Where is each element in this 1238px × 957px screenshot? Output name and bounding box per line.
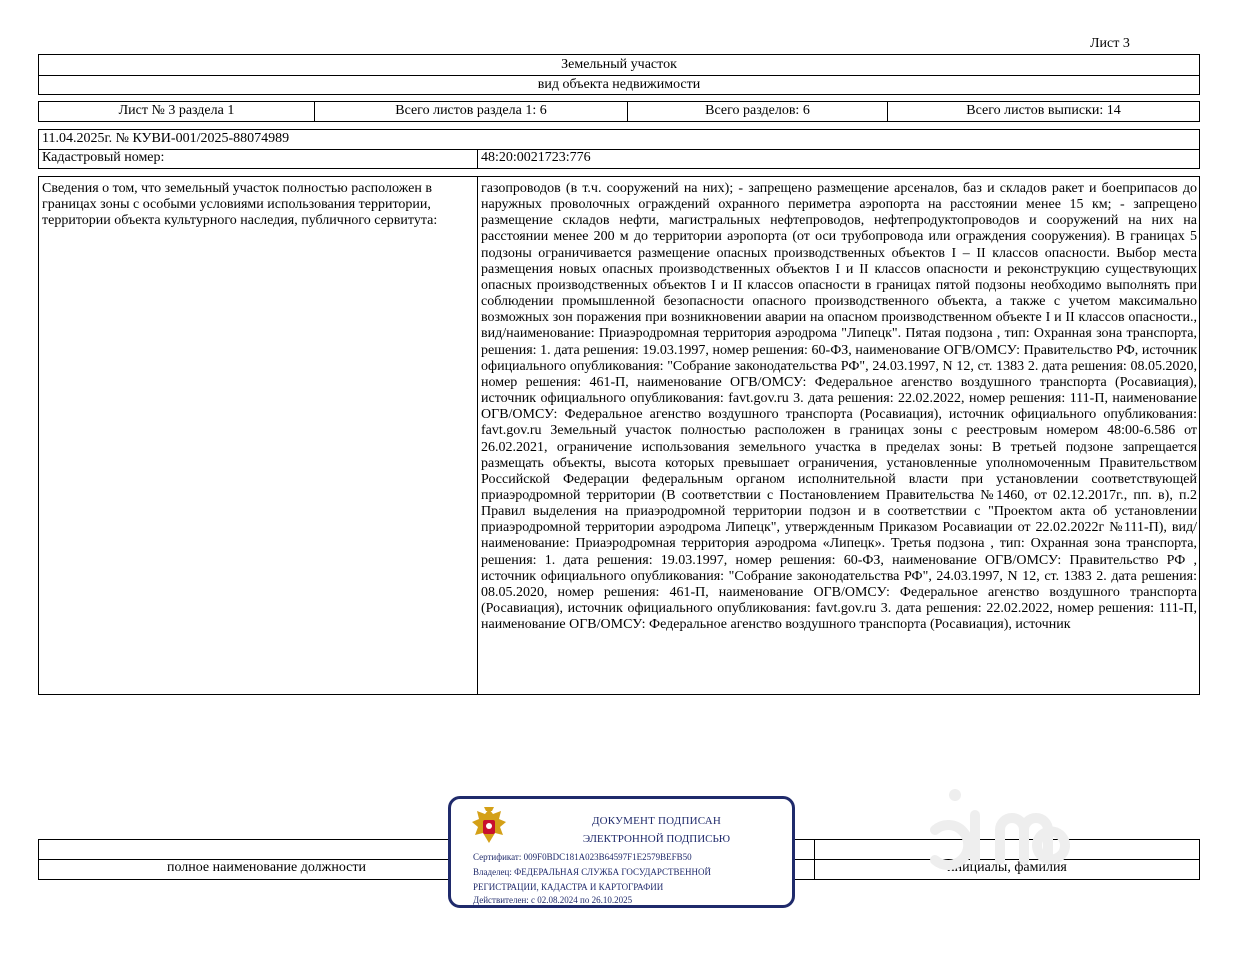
stamp-owner-line1: Владелец: ФЕДЕРАЛЬНАЯ СЛУЖБА ГОСУДАРСТВЕННОЙ (473, 867, 712, 877)
stamp-validity: Действителен: с 02.08.2024 по 26.10.2025 (473, 895, 633, 905)
name-label: инициалы, фамилия (814, 859, 1199, 879)
sheet-counts-row (38, 101, 1200, 122)
total-sections: Всего разделов: 6 (627, 102, 887, 121)
coat-of-arms-icon (469, 805, 509, 849)
zone-info-text: газопроводов (в т.ч. сооружений на них); - запрещено размещение арсеналов, баз и складов ракет и боеприпасов до наружных проволочных ограждений охранного периметра аэропорта на расстоянии менее 15 км; - запрещено размещение складов нефти, магистральных нефтепроводов, нефтепродуктопроводов и сооружений на них на расстоянии менее 200 м до территории аэропорта (от оси трубопровода или ограждения сооружения). В границах 5 подзоны ограничивается размещение опасных производственных объектов I – II классов опасности. Выбор места размещения новых опасных производственных объектов I и II классов опасности и реконструкцию существующих опасных производственных объектов I и II классов опасности в границах пятой подзоны необходимо выполнять при соблюдении промышленной безопасности опасного производственного объекта, а также с учетом максимально возможных зон поражения при возникновении аварии на опасном производственном объекте I и II классов опасности., вид/наименование: Приаэродромная территория аэродрома "Липецк". Пятая подзона , тип: Охранная зона транспорта, решения: 1. дата решения: 19.03.1997, номер решения: 60-ФЗ, наименование ОГВ/ОМСУ: Правительство РФ, источник официального опубликования: "Собрание законодательства РФ", 24.03.1997, N 12, ст. 1383 2. дата решения: 08.05.2020, номер решения: 461-П, наименование ОГВ/ОМСУ: Федеральное агенство воздушного транспорта (Росавиация), источник официального опубликования: favt.gov.ru 3. дата решения: 22.02.2022, номер решения: 111-П, наименование ОГВ/ОМСУ: Федеральное агенство воздушного транспорта (Росавиация), источник официального опубликования: favt.gov.ru Земельный участок полностью расположен в границах зоны с реестровым номером 48:00-6.586 от 26.02.2021, ограничение использования земельного участка в пределах зоны: В третьей подзоне запрещается размещать объекты, высота которых превышает ограничения, установленные уполномоченным Правительством Российской Федерации федеральным органом исполнительной власти при установлении соответствующей приаэродромной территории (В соответствии с Постановлением Правительства №1460, от 02.12.2017г., пп. в), п.2 Правил выделения на приаэродромной территории подзон и в соответствии с "Проектом акта об установлении приаэродромной территории аэродрома Липецк", утвержденным Приказом Росавиации от 22.02.2022г №111-П), вид/наименование: Приаэродромная территория аэродрома «Липецк». Третья подзона , тип: Охранная зона транспорта, решения: 1. дата решения: 19.03.1997, номер решения: 60-ФЗ, наименование ОГВ/ОМСУ: Правительство РФ , источник официального опубликования: "Собрание законодательства РФ", 24.03.1997, N 12, ст. 1383 2. дата решения: 08.05.2020, номер решения: 461-П, наименование ОГВ/ОМСУ: Федеральное агенство воздушного транспорта (Росавиация), источник официального опубликования: favt.gov.ru 3. дата решения: 22.02.2022, номер решения: 111-П, наименование ОГВ/ОМСУ: Федеральное агенство воздушного транспорта (Росавиация), источник (477, 177, 1199, 694)
watermark-logo (905, 770, 1105, 880)
sheet-of-section: Лист № 3 раздела 1 (118, 103, 235, 118)
cadastral-number: 48:20:0021723:776 (477, 149, 1199, 168)
zone-info-table (38, 176, 1200, 695)
e-signature-stamp (448, 796, 795, 908)
total-sheets-extract: Всего листов выписки: 14 (887, 102, 1199, 121)
signature-divider (814, 840, 815, 859)
zone-info-label: Сведения о том, что земельный участок полностью расположен в границах зоны с особыми условиями использования территории, территории объекта культурного наследия, публичного сервитута: (42, 181, 438, 229)
object-type-header (38, 54, 1200, 95)
stamp-title: ДОКУМЕНТ ПОДПИСАН (591, 815, 722, 827)
total-sheets-section: Всего листов раздела 1: 6 (314, 102, 627, 121)
extract-info (38, 129, 1200, 169)
object-title: Земельный участок (39, 55, 1199, 76)
cadastral-label: Кадастровый номер: (42, 150, 165, 165)
position-label: полное наименование должности (166, 860, 367, 875)
sheet-label: Лист 3 (1090, 36, 1130, 51)
cadastral-row (39, 149, 1199, 168)
object-subtitle: вид объекта недвижимости (537, 77, 701, 92)
stamp-certificate: Сертификат: 009F0BDC181A023B64597F1E2579BEFB50 (473, 852, 692, 862)
extract-date-number: 11.04.2025г. № КУВИ-001/2025-88074989 (39, 130, 1199, 150)
stamp-subtitle: ЭЛЕКТРОННОЙ ПОДПИСЬЮ (582, 833, 731, 845)
stamp-owner-line2: РЕГИСТРАЦИИ, КАДАСТРА И КАРТОГРАФИИ (473, 882, 664, 892)
